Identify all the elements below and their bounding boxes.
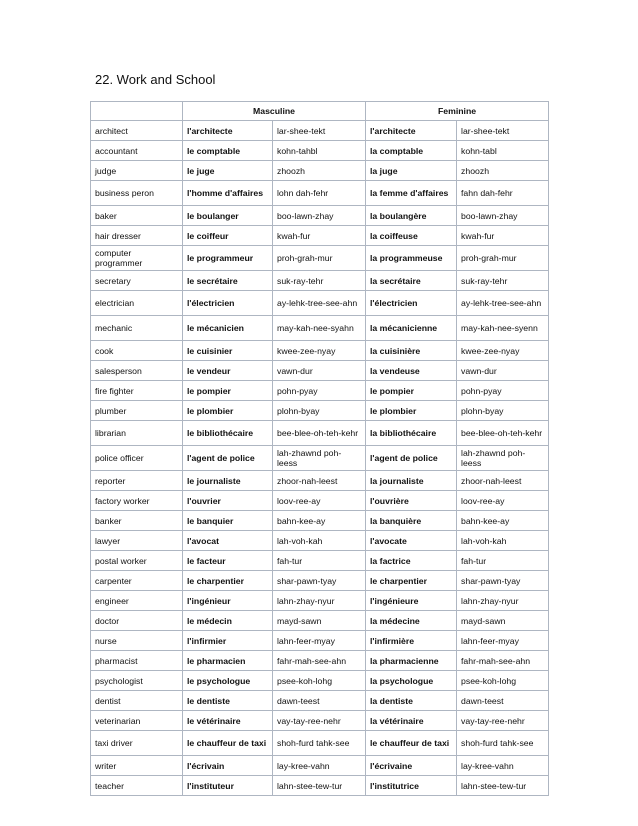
masculine-french-cell: l'avocat — [183, 531, 273, 551]
table-row — [91, 341, 549, 361]
feminine-pronunciation-cell: lah-zhawnd poh-leess — [457, 446, 549, 471]
feminine-pronunciation-cell: shoh-furd tahk-see — [457, 731, 549, 756]
masculine-french-cell: l'infirmier — [183, 631, 273, 651]
feminine-french-cell: la journaliste — [366, 471, 457, 491]
feminine-french-cell: la factrice — [366, 551, 457, 571]
masculine-pronunciation-cell: lay-kree-vahn — [273, 756, 366, 776]
feminine-pronunciation-cell: dawn-teest — [457, 691, 549, 711]
table-row — [91, 511, 549, 531]
masculine-pronunciation-cell: bee-blee-oh-teh-kehr — [273, 421, 366, 446]
feminine-french-cell: la juge — [366, 161, 457, 181]
masculine-pronunciation-cell: fah-tur — [273, 551, 366, 571]
feminine-french-cell: le chauffeur de taxi — [366, 731, 457, 756]
feminine-pronunciation-cell: zhoor-nah-leest — [457, 471, 549, 491]
masculine-french-cell: le comptable — [183, 141, 273, 161]
masculine-french-cell: l'agent de police — [183, 446, 273, 471]
english-term-cell: librarian — [91, 421, 183, 446]
feminine-french-cell: le plombier — [366, 401, 457, 421]
table-row — [91, 206, 549, 226]
header-feminine: Feminine — [366, 102, 549, 121]
masculine-french-cell: l'homme d'affaires — [183, 181, 273, 206]
masculine-pronunciation-cell: lahn-stee-tew-tur — [273, 776, 366, 796]
english-term-cell: doctor — [91, 611, 183, 631]
feminine-pronunciation-cell: ay-lehk-tree-see-ahn — [457, 291, 549, 316]
feminine-pronunciation-cell: vay-tay-ree-nehr — [457, 711, 549, 731]
masculine-pronunciation-cell: may-kah-nee-syahn — [273, 316, 366, 341]
english-term-cell: architect — [91, 121, 183, 141]
english-term-cell: plumber — [91, 401, 183, 421]
feminine-french-cell: la mécanicienne — [366, 316, 457, 341]
masculine-pronunciation-cell: vawn-dur — [273, 361, 366, 381]
table-row — [91, 776, 549, 796]
masculine-pronunciation-cell: zhoozh — [273, 161, 366, 181]
feminine-french-cell: le charpentier — [366, 571, 457, 591]
masculine-french-cell: le pompier — [183, 381, 273, 401]
english-term-cell: secretary — [91, 271, 183, 291]
feminine-french-cell: la psychologue — [366, 671, 457, 691]
feminine-french-cell: la secrétaire — [366, 271, 457, 291]
feminine-french-cell: l'électricien — [366, 291, 457, 316]
table-row — [91, 531, 549, 551]
table-row — [91, 141, 549, 161]
masculine-french-cell: l'ingénieur — [183, 591, 273, 611]
masculine-french-cell: le boulanger — [183, 206, 273, 226]
feminine-pronunciation-cell: lahn-feer-myay — [457, 631, 549, 651]
masculine-french-cell: le dentiste — [183, 691, 273, 711]
english-term-cell: psychologist — [91, 671, 183, 691]
masculine-pronunciation-cell: lahn-feer-myay — [273, 631, 366, 651]
table-row — [91, 161, 549, 181]
masculine-pronunciation-cell: shar-pawn-tyay — [273, 571, 366, 591]
header-masculine: Masculine — [183, 102, 366, 121]
table-row — [91, 491, 549, 511]
feminine-pronunciation-cell: kwah-fur — [457, 226, 549, 246]
english-term-cell: pharmacist — [91, 651, 183, 671]
feminine-pronunciation-cell: kwee-zee-nyay — [457, 341, 549, 361]
feminine-french-cell: l'ingénieure — [366, 591, 457, 611]
table-row — [91, 551, 549, 571]
table-row — [91, 731, 549, 756]
masculine-french-cell: le psychologue — [183, 671, 273, 691]
english-term-cell: mechanic — [91, 316, 183, 341]
masculine-french-cell: l'électricien — [183, 291, 273, 316]
table-row — [91, 271, 549, 291]
english-term-cell: lawyer — [91, 531, 183, 551]
masculine-pronunciation-cell: fahr-mah-see-ahn — [273, 651, 366, 671]
feminine-pronunciation-cell: psee-koh-lohg — [457, 671, 549, 691]
feminine-french-cell: la boulangère — [366, 206, 457, 226]
table-row — [91, 421, 549, 446]
table-row — [91, 671, 549, 691]
table-row — [91, 591, 549, 611]
masculine-french-cell: le banquier — [183, 511, 273, 531]
english-term-cell: taxi driver — [91, 731, 183, 756]
feminine-pronunciation-cell: shar-pawn-tyay — [457, 571, 549, 591]
feminine-pronunciation-cell: suk-ray-tehr — [457, 271, 549, 291]
feminine-pronunciation-cell: zhoozh — [457, 161, 549, 181]
masculine-pronunciation-cell: mayd-sawn — [273, 611, 366, 631]
feminine-pronunciation-cell: fahn dah-fehr — [457, 181, 549, 206]
feminine-french-cell: la banquière — [366, 511, 457, 531]
feminine-french-cell: la dentiste — [366, 691, 457, 711]
english-term-cell: banker — [91, 511, 183, 531]
feminine-french-cell: la programmeuse — [366, 246, 457, 271]
english-term-cell: judge — [91, 161, 183, 181]
english-term-cell: electrician — [91, 291, 183, 316]
feminine-pronunciation-cell: proh-grah-mur — [457, 246, 549, 271]
masculine-french-cell: le plombier — [183, 401, 273, 421]
table-row — [91, 226, 549, 246]
masculine-pronunciation-cell: lah-zhawnd poh-leess — [273, 446, 366, 471]
table-row — [91, 316, 549, 341]
feminine-french-cell: la coiffeuse — [366, 226, 457, 246]
masculine-french-cell: le bibliothécaire — [183, 421, 273, 446]
english-term-cell: reporter — [91, 471, 183, 491]
masculine-pronunciation-cell: suk-ray-tehr — [273, 271, 366, 291]
table-row — [91, 691, 549, 711]
masculine-french-cell: le vétérinaire — [183, 711, 273, 731]
masculine-french-cell: le juge — [183, 161, 273, 181]
masculine-french-cell: le secrétaire — [183, 271, 273, 291]
feminine-pronunciation-cell: loov-ree-ay — [457, 491, 549, 511]
table-header-row — [91, 102, 549, 121]
masculine-french-cell: le charpentier — [183, 571, 273, 591]
feminine-pronunciation-cell: boo-lawn-zhay — [457, 206, 549, 226]
english-term-cell: dentist — [91, 691, 183, 711]
feminine-french-cell: l'infirmière — [366, 631, 457, 651]
masculine-pronunciation-cell: loov-ree-ay — [273, 491, 366, 511]
masculine-pronunciation-cell: lar-shee-tekt — [273, 121, 366, 141]
masculine-pronunciation-cell: bahn-kee-ay — [273, 511, 366, 531]
masculine-pronunciation-cell: pohn-pyay — [273, 381, 366, 401]
feminine-pronunciation-cell: bahn-kee-ay — [457, 511, 549, 531]
feminine-french-cell: la vendeuse — [366, 361, 457, 381]
masculine-pronunciation-cell: lahn-zhay-nyur — [273, 591, 366, 611]
masculine-french-cell: le programmeur — [183, 246, 273, 271]
english-term-cell: accountant — [91, 141, 183, 161]
masculine-pronunciation-cell: vay-tay-ree-nehr — [273, 711, 366, 731]
english-term-cell: factory worker — [91, 491, 183, 511]
header-blank-cell — [91, 102, 183, 121]
feminine-pronunciation-cell: lahn-stee-tew-tur — [457, 776, 549, 796]
english-term-cell: business peron — [91, 181, 183, 206]
masculine-french-cell: le mécanicien — [183, 316, 273, 341]
english-term-cell: police officer — [91, 446, 183, 471]
masculine-french-cell: l'instituteur — [183, 776, 273, 796]
table-row — [91, 181, 549, 206]
english-term-cell: baker — [91, 206, 183, 226]
feminine-pronunciation-cell: may-kah-nee-syenn — [457, 316, 549, 341]
masculine-french-cell: le chauffeur de taxi — [183, 731, 273, 756]
feminine-french-cell: l'ouvrière — [366, 491, 457, 511]
feminine-french-cell: la vétérinaire — [366, 711, 457, 731]
masculine-french-cell: le médecin — [183, 611, 273, 631]
english-term-cell: veterinarian — [91, 711, 183, 731]
feminine-french-cell: l'architecte — [366, 121, 457, 141]
english-term-cell: teacher — [91, 776, 183, 796]
table-row — [91, 631, 549, 651]
table-row — [91, 381, 549, 401]
masculine-pronunciation-cell: kohn-tahbl — [273, 141, 366, 161]
table-row — [91, 756, 549, 776]
masculine-pronunciation-cell: boo-lawn-zhay — [273, 206, 366, 226]
feminine-pronunciation-cell: vawn-dur — [457, 361, 549, 381]
table-row — [91, 611, 549, 631]
table-row — [91, 291, 549, 316]
feminine-pronunciation-cell: plohn-byay — [457, 401, 549, 421]
masculine-french-cell: le facteur — [183, 551, 273, 571]
english-term-cell: salesperson — [91, 361, 183, 381]
table-row — [91, 471, 549, 491]
feminine-french-cell: la comptable — [366, 141, 457, 161]
masculine-pronunciation-cell: lah-voh-kah — [273, 531, 366, 551]
masculine-french-cell: le coiffeur — [183, 226, 273, 246]
masculine-pronunciation-cell: psee-koh-lohg — [273, 671, 366, 691]
feminine-pronunciation-cell: kohn-tabl — [457, 141, 549, 161]
masculine-pronunciation-cell: dawn-teest — [273, 691, 366, 711]
feminine-french-cell: la pharmacienne — [366, 651, 457, 671]
feminine-pronunciation-cell: lahn-zhay-nyur — [457, 591, 549, 611]
feminine-french-cell: la médecine — [366, 611, 457, 631]
table-row — [91, 446, 549, 471]
page-title: 22. Work and School — [95, 72, 216, 87]
english-term-cell: writer — [91, 756, 183, 776]
masculine-pronunciation-cell: ay-lehk-tree-see-ahn — [273, 291, 366, 316]
table-row — [91, 711, 549, 731]
feminine-pronunciation-cell: lah-voh-kah — [457, 531, 549, 551]
feminine-pronunciation-cell: lay-kree-vahn — [457, 756, 549, 776]
table-row — [91, 401, 549, 421]
masculine-pronunciation-cell: kwee-zee-nyay — [273, 341, 366, 361]
english-term-cell: cook — [91, 341, 183, 361]
english-term-cell: computer programmer — [91, 246, 183, 271]
feminine-pronunciation-cell: mayd-sawn — [457, 611, 549, 631]
feminine-french-cell: l'écrivaine — [366, 756, 457, 776]
masculine-french-cell: le pharmacien — [183, 651, 273, 671]
english-term-cell: engineer — [91, 591, 183, 611]
feminine-french-cell: l'avocate — [366, 531, 457, 551]
feminine-french-cell: l'institutrice — [366, 776, 457, 796]
vocabulary-table — [90, 101, 549, 796]
masculine-french-cell: le cuisinier — [183, 341, 273, 361]
masculine-pronunciation-cell: kwah-fur — [273, 226, 366, 246]
table-row — [91, 361, 549, 381]
feminine-pronunciation-cell: pohn-pyay — [457, 381, 549, 401]
feminine-french-cell: la femme d'affaires — [366, 181, 457, 206]
table-row — [91, 121, 549, 141]
english-term-cell: hair dresser — [91, 226, 183, 246]
table-body — [91, 121, 549, 796]
english-term-cell: carpenter — [91, 571, 183, 591]
feminine-french-cell: la bibliothécaire — [366, 421, 457, 446]
feminine-french-cell: l'agent de police — [366, 446, 457, 471]
masculine-pronunciation-cell: plohn-byay — [273, 401, 366, 421]
masculine-french-cell: le vendeur — [183, 361, 273, 381]
feminine-french-cell: la cuisinière — [366, 341, 457, 361]
english-term-cell: postal worker — [91, 551, 183, 571]
feminine-french-cell: le pompier — [366, 381, 457, 401]
masculine-french-cell: l'écrivain — [183, 756, 273, 776]
table-row — [91, 571, 549, 591]
masculine-pronunciation-cell: lohn dah-fehr — [273, 181, 366, 206]
masculine-french-cell: l'architecte — [183, 121, 273, 141]
table-row — [91, 246, 549, 271]
masculine-pronunciation-cell: shoh-furd tahk-see — [273, 731, 366, 756]
feminine-pronunciation-cell: fah-tur — [457, 551, 549, 571]
masculine-french-cell: le journaliste — [183, 471, 273, 491]
table-row — [91, 651, 549, 671]
english-term-cell: fire fighter — [91, 381, 183, 401]
masculine-pronunciation-cell: proh-grah-mur — [273, 246, 366, 271]
masculine-french-cell: l'ouvrier — [183, 491, 273, 511]
feminine-pronunciation-cell: fahr-mah-see-ahn — [457, 651, 549, 671]
english-term-cell: nurse — [91, 631, 183, 651]
feminine-pronunciation-cell: lar-shee-tekt — [457, 121, 549, 141]
feminine-pronunciation-cell: bee-blee-oh-teh-kehr — [457, 421, 549, 446]
masculine-pronunciation-cell: zhoor-nah-leest — [273, 471, 366, 491]
